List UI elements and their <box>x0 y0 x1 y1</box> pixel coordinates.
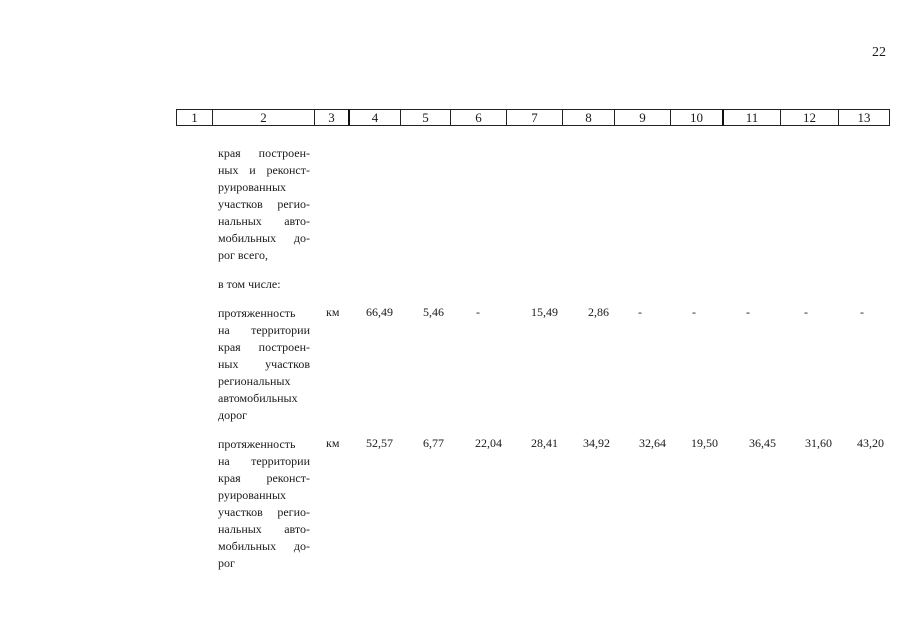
row-1-col-13: - <box>860 305 864 319</box>
row-2-col-9: 32,64 <box>639 436 666 450</box>
text-line: ных и реконст- <box>218 163 310 177</box>
row-1-col-5: 5,46 <box>423 305 444 319</box>
header-col-11: 11 <box>722 109 780 126</box>
row-1-col-4: 66,49 <box>366 305 393 319</box>
header-col-3: 3 <box>314 109 348 126</box>
row-2-col-7: 28,41 <box>531 436 558 450</box>
text-line: руированных <box>218 180 287 194</box>
text-line: на территории <box>218 454 310 468</box>
text-line: участков регио- <box>218 505 310 519</box>
row-1-col-11: - <box>746 305 750 319</box>
page-number: 22 <box>872 45 886 60</box>
text-line: дорог <box>218 408 248 422</box>
text-line: нальных авто- <box>218 522 310 536</box>
column-number-header <box>176 109 890 126</box>
row-1-col-9: - <box>638 305 642 319</box>
row-2-col-6: 22,04 <box>475 436 502 450</box>
text-line: руированных <box>218 488 287 502</box>
row-1-label <box>218 305 310 424</box>
row-2-col-10: 19,50 <box>691 436 718 450</box>
row-2-col-4: 52,57 <box>366 436 393 450</box>
header-col-12: 12 <box>780 109 838 126</box>
continuation-label <box>218 145 310 264</box>
text-line: региональных <box>218 374 291 388</box>
text-line: протяженность <box>218 437 296 451</box>
header-col-10: 10 <box>670 109 722 126</box>
row-2-col-12: 31,60 <box>805 436 832 450</box>
text-line: края построен- <box>218 340 310 354</box>
header-col-8: 8 <box>562 109 614 126</box>
text-line: участков регио- <box>218 197 310 211</box>
row-2-unit: км <box>326 436 340 450</box>
text-line: ных участков <box>218 357 310 371</box>
text-line: мобильных до- <box>218 231 310 245</box>
including-label: в том числе: <box>218 277 281 291</box>
text-line: рог всего, <box>218 248 268 262</box>
text-line: края построен- <box>218 146 310 160</box>
row-1-col-10: - <box>692 305 696 319</box>
row-1-col-7: 15,49 <box>531 305 558 319</box>
text-line: мобильных до- <box>218 539 310 553</box>
row-1-col-8: 2,86 <box>588 305 609 319</box>
row-2-col-13: 43,20 <box>857 436 884 450</box>
text-line: нальных авто- <box>218 214 310 228</box>
row-1-col-12: - <box>804 305 808 319</box>
row-1-col-6: - <box>476 305 480 319</box>
row-2-col-11: 36,45 <box>749 436 776 450</box>
row-2-label <box>218 436 310 572</box>
text-line: автомобильных <box>218 391 298 405</box>
text-line: рог <box>218 556 235 570</box>
header-col-13: 13 <box>838 109 890 126</box>
header-col-4: 4 <box>348 109 400 126</box>
header-col-1: 1 <box>176 109 212 126</box>
header-col-2: 2 <box>212 109 314 126</box>
header-col-5: 5 <box>400 109 450 126</box>
row-2-col-8: 34,92 <box>583 436 610 450</box>
header-col-6: 6 <box>450 109 506 126</box>
text-line: на территории <box>218 323 310 337</box>
header-col-7: 7 <box>506 109 562 126</box>
row-1-unit: км <box>326 305 340 319</box>
header-col-9: 9 <box>614 109 670 126</box>
text-line: протяженность <box>218 306 296 320</box>
text-line: края реконст- <box>218 471 310 485</box>
row-2-col-5: 6,77 <box>423 436 444 450</box>
